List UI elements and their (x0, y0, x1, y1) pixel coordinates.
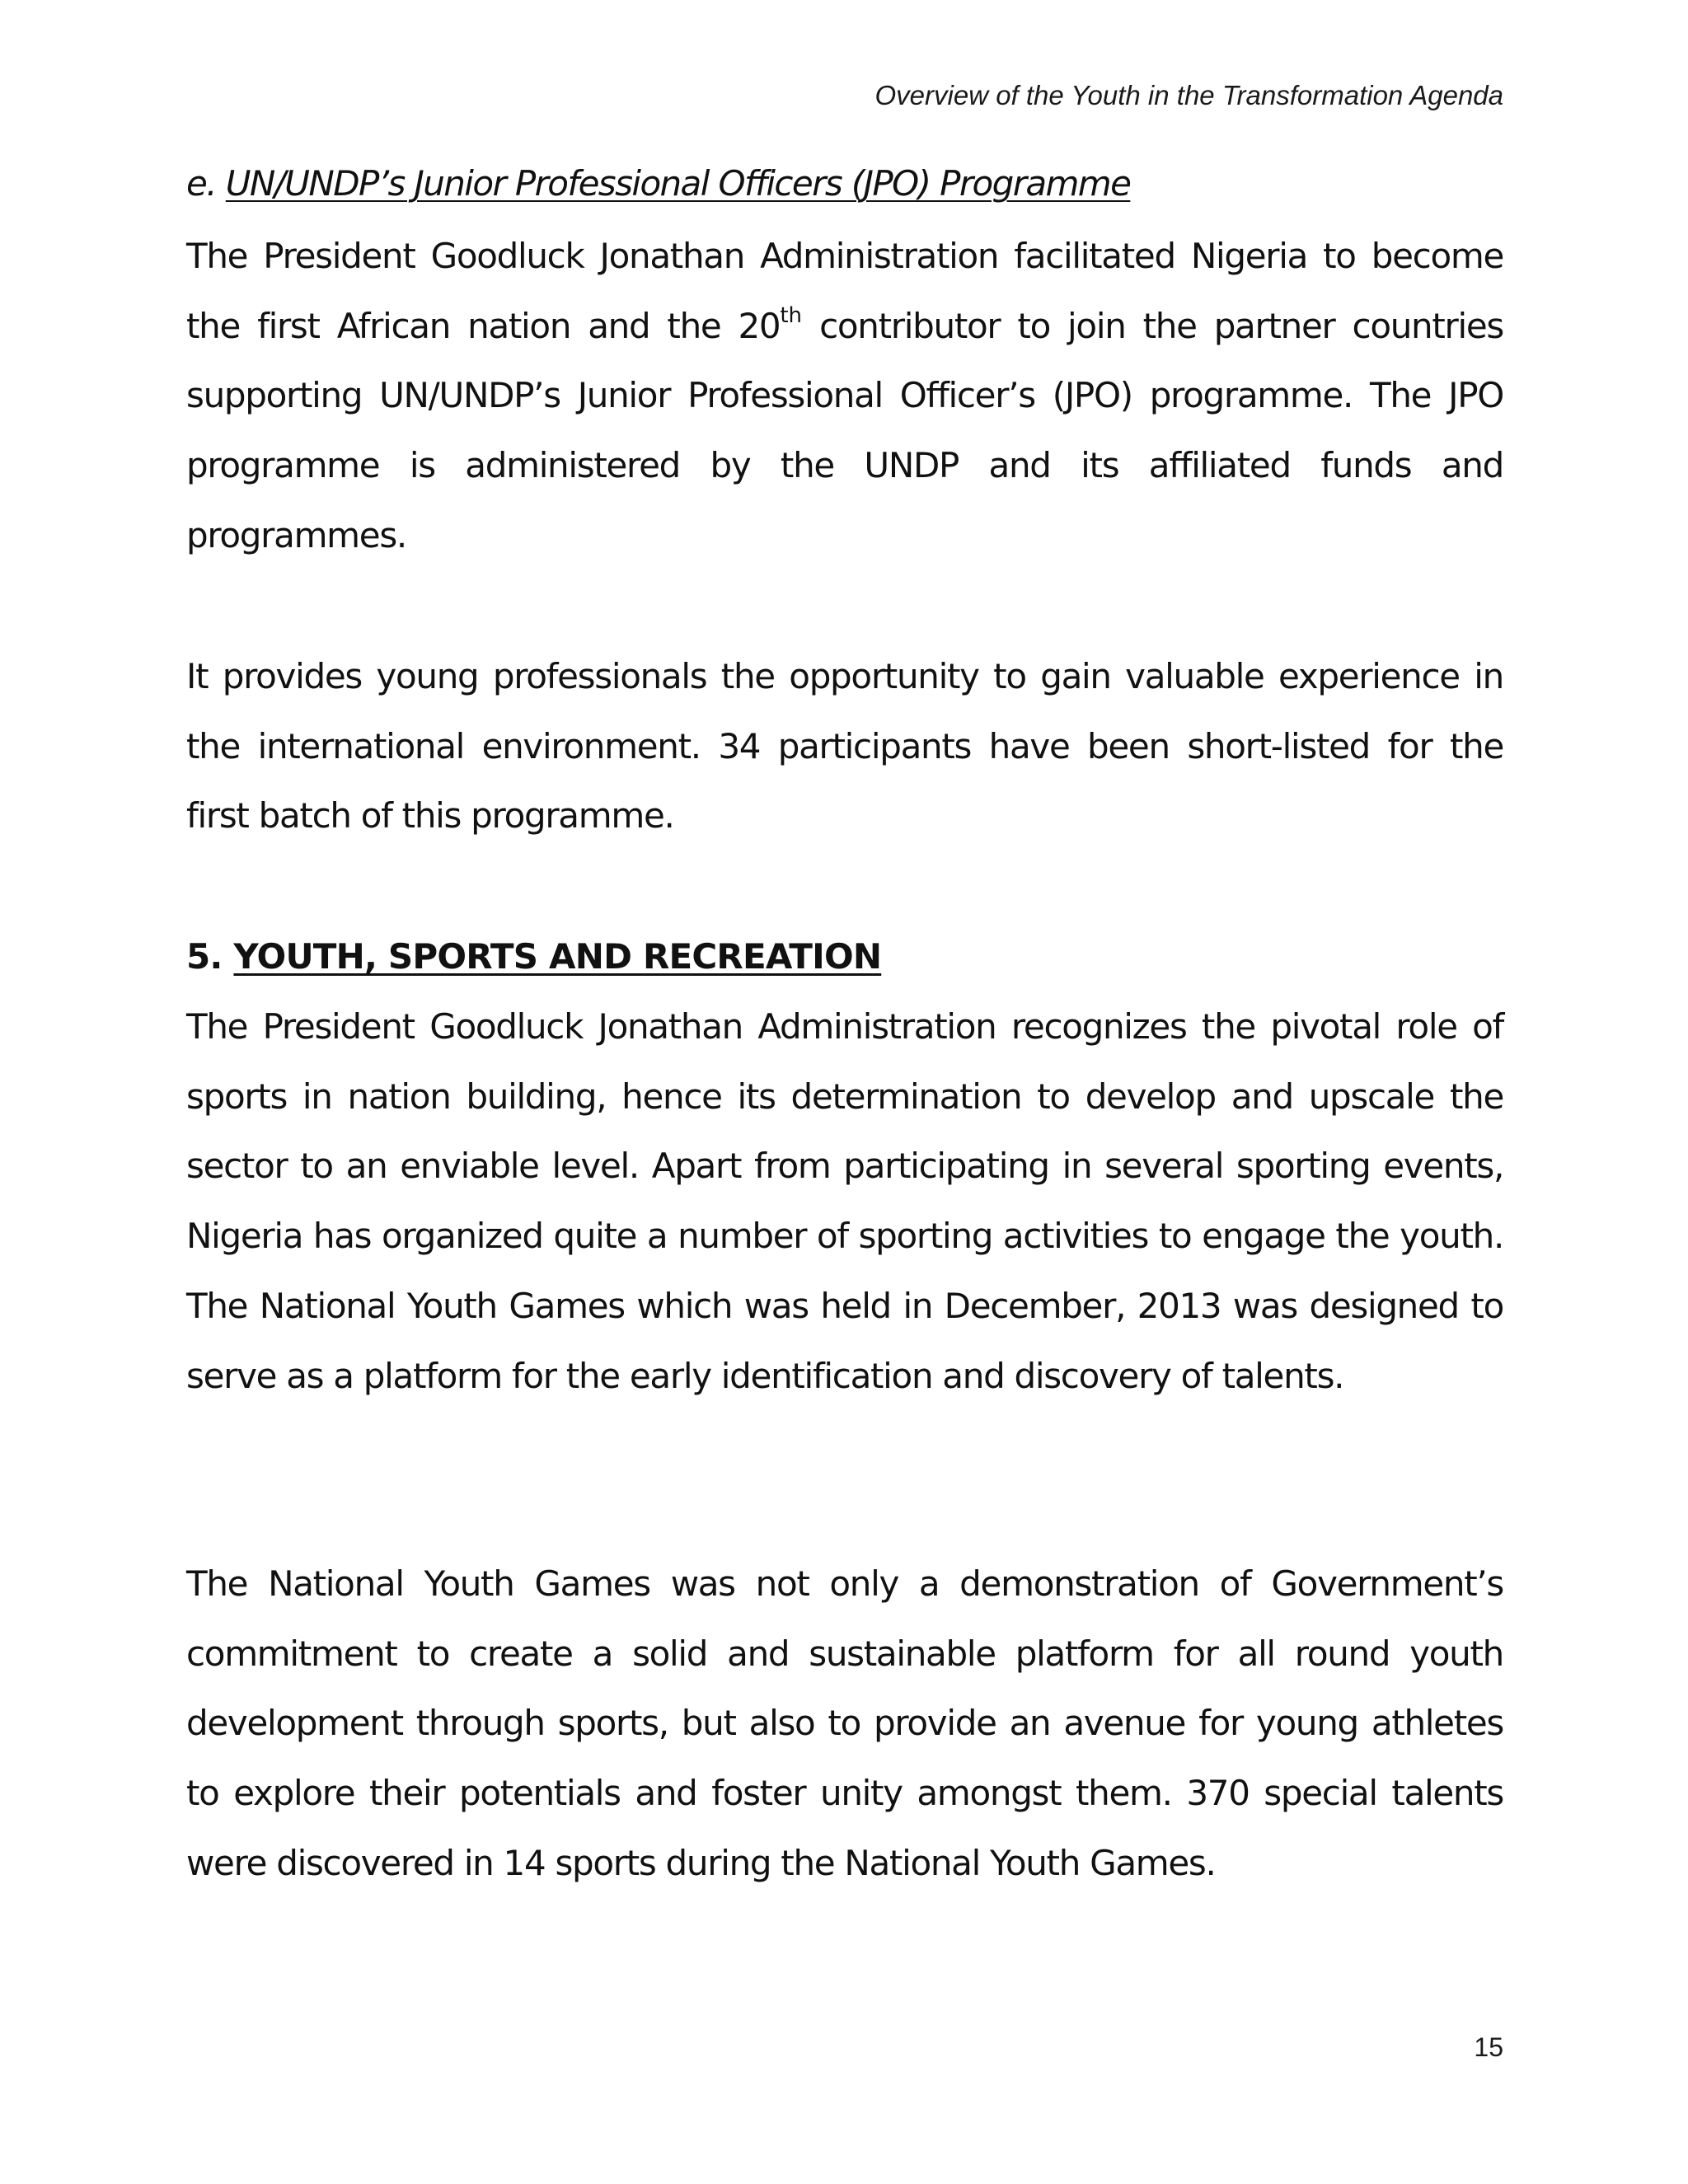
subsection-prefix: e. (186, 163, 216, 204)
paragraph-youth-games: The National Youth Games was not only a demonstration of Government’s commitment to create a solid and sustainable platform for all round youth development through sports, but also to provide an avenue for young athletes to explore their potentials and foster unity amongst them. 370 special talents were discovered in 14 sports during the National Youth Games. (186, 1563, 1503, 1883)
paragraph-jpo-opportunity: It provides young professionals the opportunity to gain valuable experience in the international environment. 34 participants have been short-listed for the first batch of this programme. (186, 656, 1503, 837)
section-heading (186, 922, 1503, 992)
paragraph-jpo-intro-part-1: The President Goodluck Jonathan Administration facilitated Nigeria to become the first African nation and the 20 (186, 236, 1503, 346)
running-header: Overview of the Youth in the Transformation Agenda (874, 80, 1503, 110)
subsection-title: UN/UNDP’s Junior Professional Officers (JPO) Programme (225, 163, 1131, 204)
section-number: 5. (186, 936, 223, 977)
paragraph-jpo-intro (186, 222, 1503, 571)
ordinal-superscript: th (780, 302, 803, 328)
subsection-heading (186, 159, 1503, 209)
paragraph-sports-role: The President Goodluck Jonathan Administration recognizes the pivotal role of sports in nation building, hence its determination to develop and upscale the sector to an enviable level. Apart from participating in several sporting events, Nigeria has organized quite a number of sporting activities to engage the youth. The National Youth Games which was held in December, 2013 was designed to serve as a platform for the early identification and discovery of talents. (186, 1006, 1503, 1396)
page-number: 15 (1474, 2032, 1503, 2062)
section-title: YOUTH, SPORTS AND RECREATION (233, 936, 882, 977)
paragraph-jpo-intro-part-2: contributor to join the partner countries supporting UN/UNDP’s Junior Professional Officer’s (JPO) programme. The JPO programme is administered by the UNDP and its affiliated funds and programmes. (186, 305, 1503, 555)
